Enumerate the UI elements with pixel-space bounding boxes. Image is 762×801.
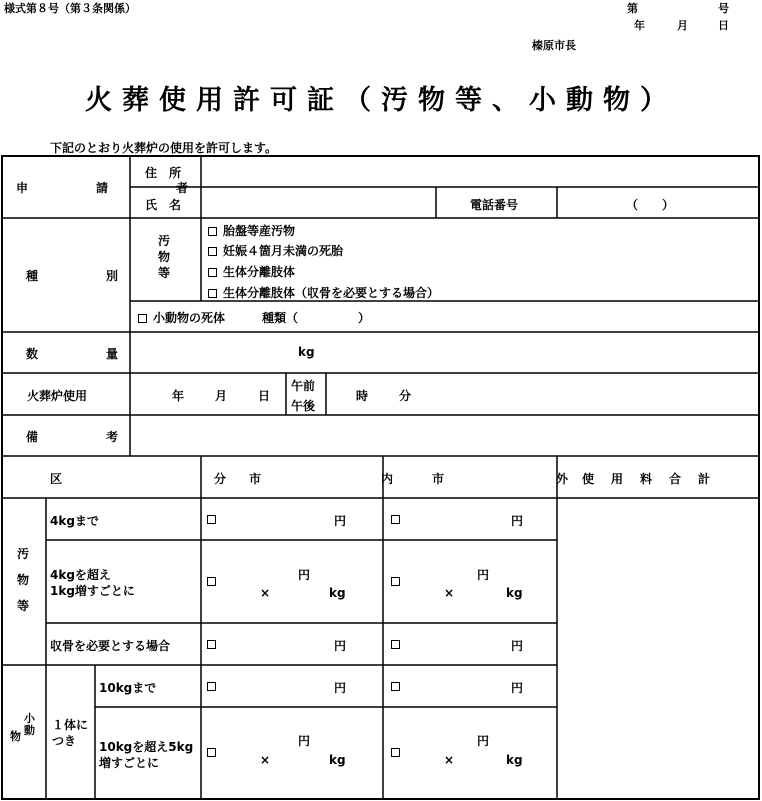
furnace-minute: 分 [399, 389, 412, 403]
checkbox-icon[interactable] [207, 577, 216, 586]
header-outside: 市 外 [432, 472, 619, 486]
checkbox-icon[interactable] [391, 682, 400, 691]
animal-type: 種類（ ） [262, 311, 371, 325]
filth-row-bone: 収骨を必要とする場合 [50, 639, 171, 653]
fee-animal-label: 小 物 動 [10, 712, 35, 743]
checkbox-icon[interactable] [391, 515, 400, 524]
checkbox-icon[interactable] [208, 289, 217, 298]
header-total: 使用料合計 [582, 472, 728, 486]
kind-option-placenta[interactable]: 胎盤等産汚物 [208, 222, 295, 239]
checkbox-icon[interactable] [208, 227, 217, 236]
times-sign: × [444, 586, 455, 600]
phone-label: 電話番号 [470, 198, 519, 212]
applicant-label: 申 請 者 [16, 181, 217, 195]
date-year: 年 [634, 19, 645, 32]
furnace-pm[interactable]: 午後 [291, 399, 316, 413]
fee-filth-label: 汚 物 等 [16, 547, 29, 613]
checkbox-icon[interactable] [138, 314, 147, 323]
yen-label: 円 [511, 639, 524, 653]
yen-label: 円 [334, 681, 347, 695]
kg-label: kg [506, 586, 523, 600]
animal-row-10kg: 10kgまで [99, 681, 157, 695]
filth-row-over-4kg: 4kgを超え [50, 568, 111, 582]
times-sign: × [260, 586, 271, 600]
kg-label: kg [329, 753, 346, 767]
name-label: 氏 名 [145, 198, 182, 212]
yen-label: 円 [477, 734, 490, 748]
furnace-month: 月 [215, 389, 228, 403]
quantity-label: 数 量 [26, 347, 147, 361]
kind-option-limb[interactable]: 生体分離肢体 [208, 263, 295, 280]
checkbox-icon[interactable] [391, 640, 400, 649]
per-body-1: １体に [52, 718, 89, 732]
date-day: 日 [718, 19, 729, 32]
yen-label: 円 [511, 514, 524, 528]
phone-paren: （ ） [626, 198, 675, 212]
times-sign: × [260, 753, 271, 767]
checkbox-icon[interactable] [391, 577, 400, 586]
address-label: 住 所 [145, 166, 182, 180]
checkbox-icon[interactable] [207, 682, 216, 691]
kind-label: 種 別 [26, 269, 147, 283]
filth-row-4kg: 4kgまで [50, 514, 99, 528]
quantity-unit: kg [298, 345, 315, 359]
header-inside: 市 内 [249, 472, 448, 486]
checkbox-icon[interactable] [207, 748, 216, 757]
number-go: 号 [718, 2, 729, 15]
address-field[interactable] [202, 158, 758, 186]
yen-label: 円 [477, 568, 490, 582]
animal-row-per-5kg: 増すごとに [99, 756, 160, 770]
yen-label: 円 [511, 681, 524, 695]
kg-label: kg [506, 753, 523, 767]
per-body-2: つき [52, 734, 77, 748]
filth-row-per-kg: 1kg増すごとに [50, 584, 135, 598]
furnace-label: 火葬炉使用 [27, 389, 88, 403]
document-title: 火葬使用許可証（汚物等、小動物） [85, 85, 677, 116]
furnace-year: 年 [172, 389, 185, 403]
checkbox-icon[interactable] [208, 247, 217, 256]
yen-label: 円 [298, 734, 311, 748]
checkbox-icon[interactable] [208, 268, 217, 277]
kind-option-animal[interactable]: 小動物の死体 [138, 309, 225, 326]
kind-filth-label: 汚 物 等 [157, 234, 170, 280]
yen-label: 円 [334, 514, 347, 528]
header-kubun: 区 分 [50, 472, 297, 486]
checkbox-icon[interactable] [207, 640, 216, 649]
furnace-day: 日 [258, 389, 271, 403]
name-field[interactable] [202, 189, 434, 217]
furnace-hour: 時 [356, 389, 369, 403]
kind-option-limb-bone[interactable]: 生体分離肢体（収骨を必要とする場合） [208, 284, 439, 301]
checkbox-icon[interactable] [391, 748, 400, 757]
yen-label: 円 [298, 568, 311, 582]
remarks-label: 備 考 [26, 430, 147, 444]
intro-text: 下記のとおり火葬炉の使用を許可します。 [50, 141, 278, 155]
mayor-label: 榛原市長 [532, 39, 576, 52]
kind-option-fetus[interactable]: 妊娠４箇月未満の死胎 [208, 242, 343, 259]
number-dai: 第 [627, 2, 638, 15]
furnace-am[interactable]: 午前 [291, 379, 316, 393]
animal-row-over-10kg: 10kgを超え5kg [99, 740, 194, 754]
kg-label: kg [329, 586, 346, 600]
yen-label: 円 [334, 639, 347, 653]
form-number: 様式第８号（第３条関係） [4, 2, 136, 15]
times-sign: × [444, 753, 455, 767]
checkbox-icon[interactable] [207, 515, 216, 524]
date-month: 月 [677, 19, 688, 32]
